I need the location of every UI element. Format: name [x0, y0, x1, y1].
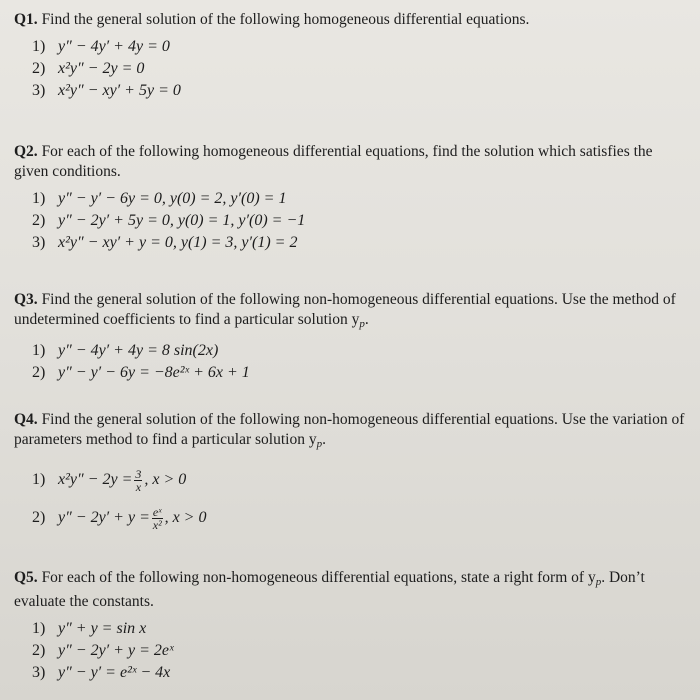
- question-2-text: For each of the following homogeneous differential equations, find the solution which satisfies the given conditions.: [14, 143, 653, 180]
- question-4-text: Find the general solution of the following non-homogeneous differential equations. Use the variation of parameters method to find a particular solution y: [14, 411, 685, 448]
- question-5-label: Q5.: [14, 569, 38, 586]
- question-2: [14, 142, 686, 254]
- q2-item-3: 3) x²y″ − xy′ + y = 0, y(1) = 3, y′(1) = 2: [32, 234, 298, 251]
- q4-item-1: 1) x²y″ − 2y = $\frac{3}{x}$ , x > 0: [32, 466, 187, 494]
- question-4-label: Q4.: [14, 411, 38, 428]
- question-1: [14, 10, 686, 102]
- question-5-text: For each of the following non-homogeneous differential equations, state a right form of y: [41, 569, 596, 586]
- fraction: $\frac{\text{eˣ}}{\text{x²}}$: [152, 504, 162, 532]
- question-2-label: Q2.: [14, 143, 38, 160]
- question-4-prompt: Q4. Find the general solution of the following non-homogeneous differential equations. Use the variation of parameters method to find a particular solution $y_p$.: [14, 411, 685, 450]
- question-1-prompt: [14, 10, 686, 30]
- question-3: [14, 290, 686, 384]
- question-1-text: Find the general solution of the following homogeneous differential equations.: [41, 11, 530, 28]
- q3-item-1: 1) y″ − 4y′ + 4y = 8 sin(2x): [32, 342, 219, 359]
- q1-item-1: 1) y″ − 4y′ + 4y = 0: [32, 38, 170, 55]
- question-4: [14, 410, 686, 538]
- q2-item-1: 1) y″ − y′ − 6y = 0, y(0) = 2, y′(0) = 1: [32, 190, 287, 207]
- q5-item-2: 2) y″ − 2y′ + y = 2eˣ: [32, 642, 174, 659]
- question-3-prompt: Q3. Find the general solution of the following non-homogeneous differential equations. Use the method of undetermined coefficients to find a particular solution $y_p$.: [14, 291, 676, 330]
- fraction: $\frac{3}{x}$: [135, 466, 142, 494]
- question-1-label: Q1.: [14, 11, 38, 28]
- q5-item-3: 3) y″ − y′ = e²ˣ − 4x: [32, 664, 171, 681]
- q2-item-2: 2) y″ − 2y′ + 5y = 0, y(0) = 1, y′(0) = −1: [32, 212, 306, 229]
- question-5-prompt: Q5. For each of the following non-homogeneous differential equations, state a right form of $y_p$. Don’t evaluate the constants.: [14, 569, 645, 610]
- q5-item-1: 1) y″ + y = sin x: [32, 620, 147, 637]
- question-3-label: Q3.: [14, 291, 38, 308]
- q1-item-2: 2) x²y″ − 2y = 0: [32, 60, 145, 77]
- q1-item-3: 3) x²y″ − xy′ + 5y = 0: [32, 82, 181, 99]
- q4-item-2: 2) y″ − 2y′ + y = $\frac{\text{eˣ}}{\text{x²}}$ , x > 0: [32, 504, 207, 532]
- question-5: [14, 568, 686, 684]
- question-3-text: Find the general solution of the following non-homogeneous differential equations. Use the method of undetermined coefficients to find a particular solution y: [14, 291, 676, 328]
- q3-item-2: 2) y″ − y′ − 6y = −8e²ˣ + 6x + 1: [32, 364, 250, 381]
- question-2-prompt: [14, 142, 686, 182]
